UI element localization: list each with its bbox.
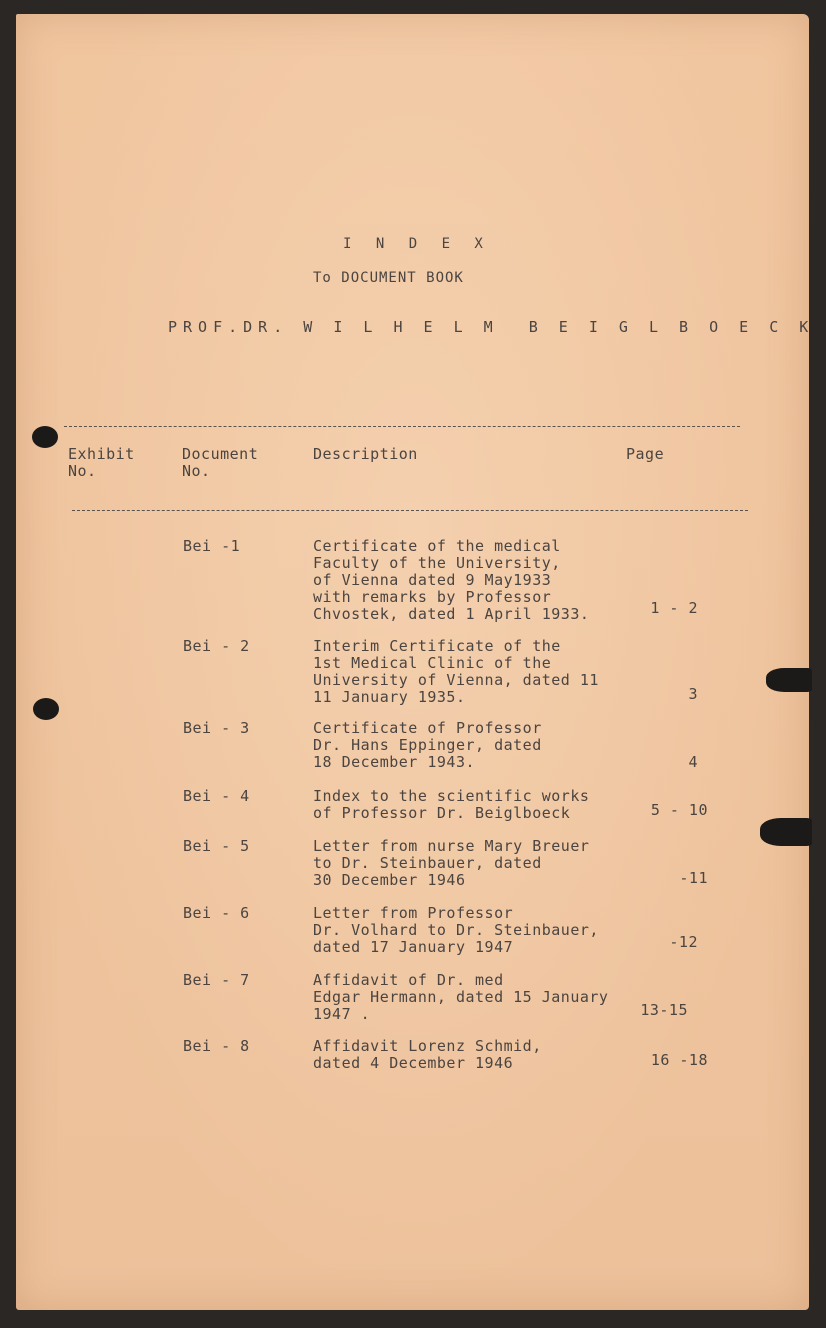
description-line: of Vienna dated 9 May1933	[313, 571, 552, 589]
description-line: Affidavit of Dr. med	[313, 971, 504, 989]
page-range: -12	[669, 933, 698, 951]
description-line: of Professor Dr. Beiglboeck	[313, 804, 571, 822]
document-number: Bei -1	[183, 537, 241, 555]
page-range: 5 - 10	[650, 801, 708, 819]
document-number: Bei - 4	[183, 787, 250, 805]
header-rule-top	[64, 426, 740, 427]
page-range: 3	[688, 685, 698, 703]
description-line: Letter from Professor	[313, 904, 514, 922]
description	[313, 720, 542, 771]
page-range: 1 - 2	[650, 599, 698, 617]
description-line: Dr. Volhard to Dr. Steinbauer,	[313, 921, 599, 939]
defendant-name: PROF.DR. W I L H E L M B E I G L B O E C K	[168, 318, 815, 336]
document-number: Bei - 3	[183, 719, 250, 737]
description-line: 18 December 1943.	[313, 753, 476, 771]
description	[313, 788, 589, 822]
document-number: Bei - 5	[183, 837, 250, 855]
description-line: Certificate of Professor	[313, 719, 542, 737]
description-line: dated 17 January 1947	[313, 938, 514, 956]
description-line: 30 December 1946	[313, 871, 466, 889]
description	[313, 905, 599, 956]
col-header-description: Description	[313, 445, 418, 463]
punch-hole-top	[32, 426, 58, 448]
description	[313, 972, 608, 1023]
header-rule-bottom	[72, 510, 748, 511]
col-header-document: Document No.	[182, 445, 259, 480]
document-number: Bei - 8	[183, 1037, 250, 1055]
description-line: to Dr. Steinbauer, dated	[313, 854, 542, 872]
index-title: I N D E X	[343, 236, 491, 252]
description-line: Index to the scientific works	[313, 787, 590, 805]
description-line: Chvostek, dated 1 April 1933.	[313, 605, 590, 623]
col-header-page: Page	[626, 445, 665, 463]
description-line: 11 January 1935.	[313, 688, 466, 706]
page-range: 4	[688, 753, 698, 771]
description	[313, 1038, 542, 1072]
description-line: Dr. Hans Eppinger, dated	[313, 736, 542, 754]
description	[313, 538, 589, 623]
description-line: Edgar Hermann, dated 15 January	[313, 988, 609, 1006]
description-line: 1947 .	[313, 1005, 371, 1023]
description-line: dated 4 December 1946	[313, 1054, 514, 1072]
page-range: 16 -18	[650, 1051, 708, 1069]
description	[313, 838, 589, 889]
col-header-exhibit: Exhibit No.	[68, 445, 135, 480]
document-number: Bei - 2	[183, 637, 250, 655]
paper-tear-right-1	[766, 668, 812, 692]
document-number: Bei - 7	[183, 971, 250, 989]
document-number: Bei - 6	[183, 904, 250, 922]
description-line: Certificate of the medical	[313, 537, 561, 555]
description-line: 1st Medical Clinic of the	[313, 654, 552, 672]
description	[313, 638, 599, 706]
page-range: -11	[679, 869, 708, 887]
description-line: University of Vienna, dated 11	[313, 671, 599, 689]
document-book-subtitle: To DOCUMENT BOOK	[313, 270, 464, 286]
page-range: 13-15	[640, 1001, 688, 1019]
description-line: Letter from nurse Mary Breuer	[313, 837, 590, 855]
description-line: Interim Certificate of the	[313, 637, 561, 655]
punch-hole-bottom	[33, 698, 59, 720]
description-line: with remarks by Professor	[313, 588, 552, 606]
description-line: Faculty of the University,	[313, 554, 561, 572]
description-line: Affidavit Lorenz Schmid,	[313, 1037, 542, 1055]
paper-tear-right-2	[760, 818, 812, 846]
